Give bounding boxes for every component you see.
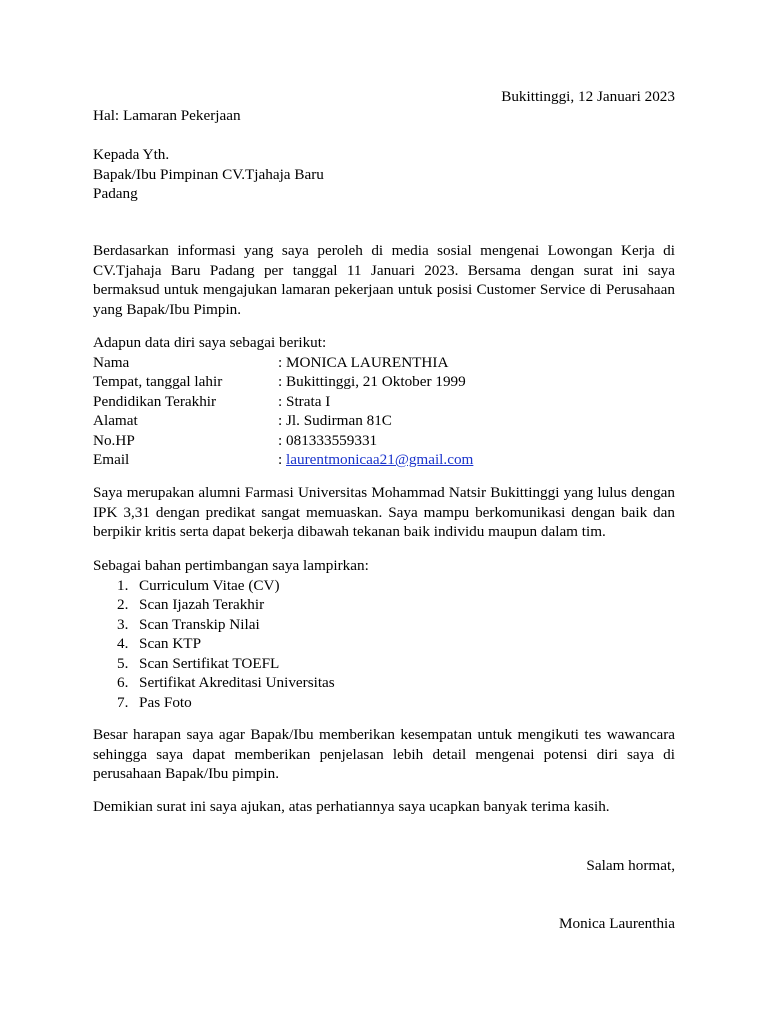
data-value: : 081333559331 bbox=[278, 431, 378, 449]
data-label: Nama bbox=[93, 353, 130, 371]
data-label: Pendidikan Terakhir bbox=[93, 392, 217, 410]
list-item bbox=[93, 654, 675, 674]
hope-paragraph: Besar harapan saya agar Bapak/Ibu memberikan kesempatan untuk mengikuti tes wawancara sehingga saya dapat memberikan penjelasan lebih detail mengenai potensi diri saya di perusahaan Bapak/Ibu pimpin. bbox=[93, 726, 675, 782]
personal-data-block bbox=[93, 333, 675, 470]
data-row-birth bbox=[93, 372, 675, 392]
list-text: Pas Foto bbox=[139, 693, 192, 711]
attachments-list bbox=[93, 576, 675, 713]
data-row-address bbox=[93, 411, 675, 431]
data-label: Email bbox=[93, 451, 130, 468]
list-item bbox=[93, 673, 675, 693]
data-row-name bbox=[93, 353, 675, 373]
data-row-email bbox=[93, 450, 675, 470]
list-number: 3. bbox=[117, 615, 129, 633]
subject-line: Hal: Lamaran Pekerjaan bbox=[93, 107, 241, 124]
recipient-block bbox=[93, 145, 324, 204]
list-text: Scan Ijazah Terakhir bbox=[139, 596, 265, 613]
data-value: : Bukittinggi, 21 Oktober 1999 bbox=[278, 373, 466, 390]
list-text: Scan Sertifikat TOEFL bbox=[139, 654, 280, 672]
attachments-block bbox=[93, 556, 675, 712]
attachments-intro: Sebagai bahan pertimbangan saya lampirkan: bbox=[93, 557, 369, 574]
list-text: Curriculum Vitae (CV) bbox=[139, 576, 280, 594]
data-label: Alamat bbox=[93, 412, 138, 429]
intro-paragraph: Berdasarkan informasi yang saya peroleh di media sosial mengenai Lowongan Kerja di CV.Tjahaja Baru Padang per tanggal 11 Januari 2023. Bersama dengan surat ini saya bermaksud untuk mengajukan lamaran pekerjaan untuk posisi Customer Service di Perusahaan yang Bapak/Ibu Pimpin. bbox=[93, 242, 675, 318]
list-item bbox=[93, 576, 675, 596]
data-row-education bbox=[93, 392, 675, 412]
recipient-line-3: Padang bbox=[93, 185, 138, 202]
list-item bbox=[93, 634, 675, 654]
list-number: 1. bbox=[117, 576, 129, 594]
list-item bbox=[93, 615, 675, 635]
email-link[interactable]: laurentmonicaa21@gmail.com bbox=[286, 451, 474, 468]
list-text: Scan KTP bbox=[139, 635, 202, 652]
list-number: 5. bbox=[117, 654, 129, 672]
list-item bbox=[93, 693, 675, 713]
data-value: : MONICA LAURENTHIA bbox=[278, 353, 449, 371]
email-prefix: : bbox=[278, 451, 287, 468]
list-number: 6. bbox=[117, 674, 129, 691]
data-label: No.HP bbox=[93, 431, 135, 449]
signature-name: Monica Laurenthia bbox=[559, 915, 675, 932]
list-number: 4. bbox=[117, 635, 129, 652]
personal-data-intro: Adapun data diri saya sebagai berikut: bbox=[93, 334, 327, 351]
data-label: Tempat, tanggal lahir bbox=[93, 373, 223, 390]
list-text: Sertifikat Akreditasi Universitas bbox=[139, 674, 335, 691]
list-number: 2. bbox=[117, 596, 129, 613]
background-paragraph: Saya merupakan alumni Farmasi Universitas Mohammad Natsir Bukittinggi yang lulus dengan IPK 3,31 dengan predikat sangat memuaskan. Saya mampu berkomunikasi dengan baik dan berpikir kritis serta dapat bekerja dibawah tekanan baik individu maupun dalam tim. bbox=[93, 484, 675, 540]
data-value: : Strata I bbox=[278, 392, 331, 410]
place-date: Bukittinggi, 12 Januari 2023 bbox=[501, 88, 675, 105]
data-row-phone bbox=[93, 431, 675, 451]
list-text: Scan Transkip Nilai bbox=[139, 615, 260, 633]
recipient-line-1: Kepada Yth. bbox=[93, 146, 170, 163]
data-value bbox=[278, 450, 473, 470]
salutation: Salam hormat, bbox=[586, 857, 675, 874]
data-value: : Jl. Sudirman 81C bbox=[278, 412, 392, 429]
list-number: 7. bbox=[117, 693, 129, 711]
list-item bbox=[93, 595, 675, 615]
closing-paragraph: Demikian surat ini saya ajukan, atas perhatiannya saya ucapkan banyak terima kasih. bbox=[93, 798, 610, 815]
recipient-line-2: Bapak/Ibu Pimpinan CV.Tjahaja Baru bbox=[93, 165, 324, 183]
